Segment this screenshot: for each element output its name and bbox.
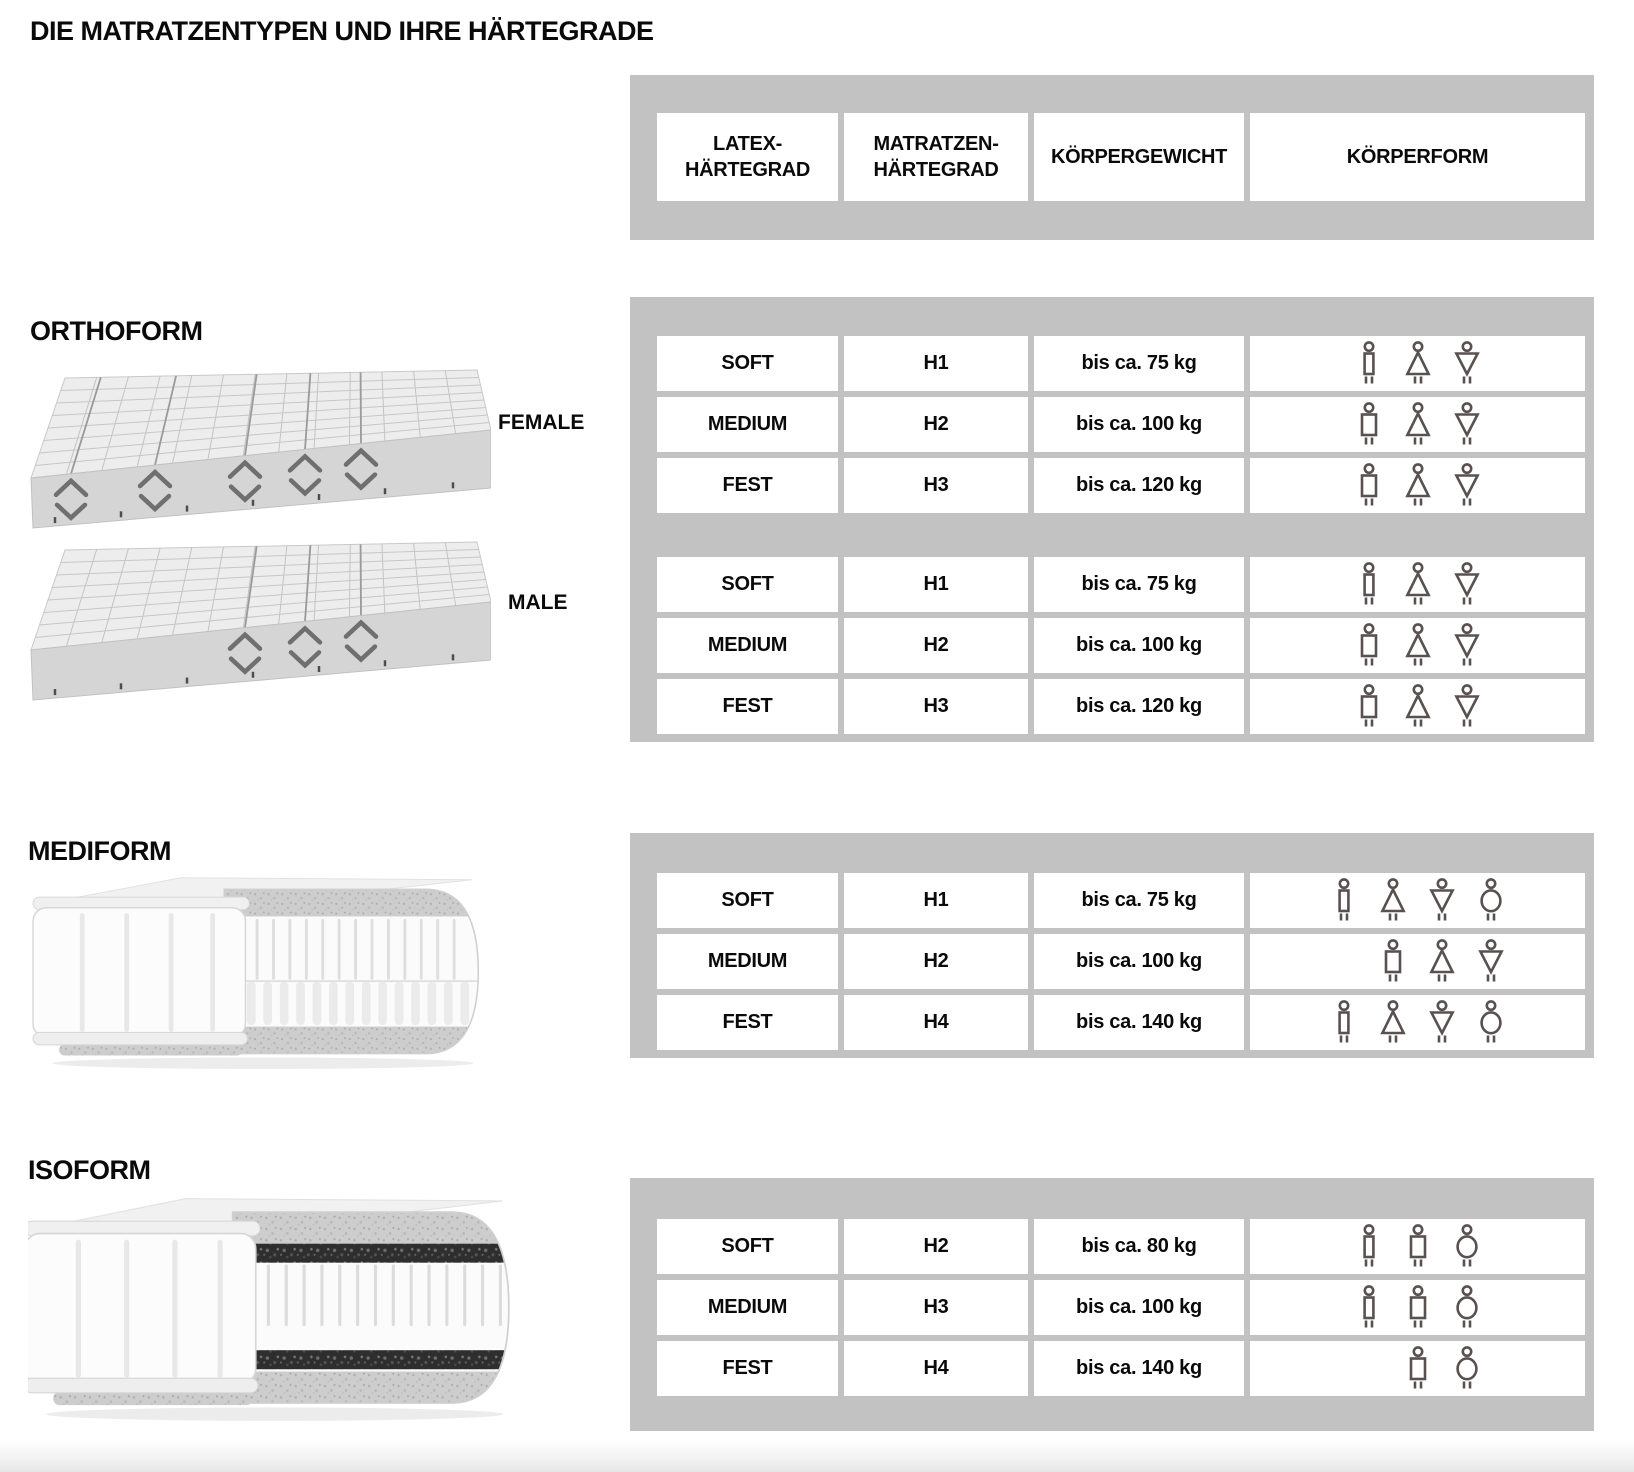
- column-header-line: HÄRTEGRAD: [873, 159, 999, 181]
- column-header-koerpergewicht: [1034, 113, 1244, 201]
- figure-oval-icon: [1477, 878, 1505, 923]
- figure-triangle-up-icon: [1404, 623, 1432, 668]
- figure-oval-icon: [1453, 1285, 1481, 1330]
- figure-oval-icon: [1453, 1346, 1481, 1391]
- koerpergewicht-cell: bis ca. 75 kg: [1034, 336, 1244, 391]
- matratzen-haertegrad-cell: H3: [844, 1280, 1028, 1335]
- figure-slim-rectangle-icon: [1355, 341, 1383, 386]
- koerperform-cell: [1250, 618, 1585, 673]
- table-header-band: [630, 75, 1594, 240]
- mediform-mattress-cross-section-image: [28, 872, 490, 1070]
- matratzen-haertegrad-cell: H4: [844, 1341, 1028, 1396]
- mediform-rows: [657, 873, 1585, 1050]
- figure-oval-icon: [1477, 1000, 1505, 1045]
- koerperform-cell: [1250, 336, 1585, 391]
- matratzen-haertegrad-cell: H1: [844, 336, 1028, 391]
- figure-triangle-up-icon: [1379, 1000, 1407, 1045]
- koerpergewicht-cell: bis ca. 140 kg: [1034, 1341, 1244, 1396]
- column-header-line: KÖRPERFORM: [1346, 146, 1489, 168]
- koerpergewicht-cell: bis ca. 100 kg: [1034, 934, 1244, 989]
- koerpergewicht-cell: bis ca. 100 kg: [1034, 397, 1244, 452]
- figure-triangle-up-icon: [1404, 463, 1432, 508]
- label-male: MALE: [508, 591, 568, 614]
- mediform-table-band: [630, 833, 1594, 1058]
- figure-rectangle-icon: [1355, 402, 1383, 447]
- figure-triangle-up-icon: [1379, 878, 1407, 923]
- figure-triangle-down-icon: [1477, 939, 1505, 984]
- koerperform-cell: [1250, 873, 1585, 928]
- orthoform-female-rows: [657, 336, 1585, 513]
- figure-triangle-up-icon: [1404, 562, 1432, 607]
- latex-haertegrad-cell: FEST: [657, 995, 838, 1050]
- latex-haertegrad-cell: FEST: [657, 458, 838, 513]
- figure-triangle-up-icon: [1404, 684, 1432, 729]
- matratzen-haertegrad-cell: H2: [844, 934, 1028, 989]
- koerpergewicht-cell: bis ca. 100 kg: [1034, 1280, 1244, 1335]
- figure-triangle-down-icon: [1453, 623, 1481, 668]
- figure-triangle-up-icon: [1404, 402, 1432, 447]
- isoform-table-band: [630, 1178, 1594, 1431]
- latex-haertegrad-cell: MEDIUM: [657, 397, 838, 452]
- table-header-grid: [657, 113, 1585, 201]
- koerpergewicht-cell: bis ca. 75 kg: [1034, 557, 1244, 612]
- figure-rectangle-icon: [1355, 684, 1383, 729]
- figure-slim-rectangle-icon: [1330, 878, 1358, 923]
- figure-triangle-up-icon: [1428, 939, 1456, 984]
- section-title-mediform: MEDIFORM: [28, 836, 171, 866]
- isoform-rows: [657, 1219, 1585, 1396]
- column-header-line: KÖRPERGEWICHT: [1050, 146, 1228, 168]
- figure-rectangle-icon: [1404, 1346, 1432, 1391]
- latex-haertegrad-cell: FEST: [657, 679, 838, 734]
- orthoform-table-band: [630, 297, 1594, 742]
- matratzen-haertegrad-cell: H1: [844, 873, 1028, 928]
- matratzen-haertegrad-cell: H2: [844, 397, 1028, 452]
- figure-rectangle-icon: [1404, 1285, 1432, 1330]
- latex-haertegrad-cell: SOFT: [657, 1219, 838, 1274]
- koerperform-cell: [1250, 1341, 1585, 1396]
- latex-haertegrad-cell: MEDIUM: [657, 934, 838, 989]
- figure-triangle-down-icon: [1453, 684, 1481, 729]
- orthoform-female-mattress-image: [25, 368, 491, 532]
- koerperform-cell: [1250, 557, 1585, 612]
- column-header-line: MATRATZEN-: [873, 133, 999, 155]
- column-header-line: HÄRTEGRAD: [684, 159, 811, 181]
- figure-triangle-down-icon: [1453, 562, 1481, 607]
- figure-slim-rectangle-icon: [1355, 562, 1383, 607]
- koerpergewicht-cell: bis ca. 120 kg: [1034, 458, 1244, 513]
- koerperform-cell: [1250, 679, 1585, 734]
- section-title-isoform: ISOFORM: [28, 1155, 151, 1185]
- koerpergewicht-cell: bis ca. 100 kg: [1034, 618, 1244, 673]
- figure-triangle-down-icon: [1428, 1000, 1456, 1045]
- latex-haertegrad-cell: MEDIUM: [657, 1280, 838, 1335]
- group-separator: [657, 513, 1585, 557]
- koerperform-cell: [1250, 1219, 1585, 1274]
- figure-triangle-down-icon: [1453, 341, 1481, 386]
- matratzen-haertegrad-cell: H1: [844, 557, 1028, 612]
- latex-haertegrad-cell: MEDIUM: [657, 618, 838, 673]
- figure-triangle-down-icon: [1453, 402, 1481, 447]
- figure-triangle-up-icon: [1404, 341, 1432, 386]
- matratzen-haertegrad-cell: H3: [844, 458, 1028, 513]
- section-title-orthoform: ORTHOFORM: [30, 316, 203, 346]
- matratzen-haertegrad-cell: H3: [844, 679, 1028, 734]
- koerperform-cell: [1250, 1280, 1585, 1335]
- matratzen-haertegrad-cell: H4: [844, 995, 1028, 1050]
- orthoform-male-mattress-image: [25, 540, 491, 704]
- figure-rectangle-icon: [1379, 939, 1407, 984]
- figure-spacer: [1355, 1346, 1383, 1391]
- latex-haertegrad-cell: SOFT: [657, 336, 838, 391]
- koerpergewicht-cell: bis ca. 80 kg: [1034, 1219, 1244, 1274]
- isoform-mattress-cross-section-image: [28, 1192, 513, 1422]
- koerperform-cell: [1250, 458, 1585, 513]
- figure-rectangle-icon: [1355, 463, 1383, 508]
- figure-oval-icon: [1453, 1224, 1481, 1269]
- label-female: FEMALE: [498, 411, 585, 434]
- figure-slim-rectangle-icon: [1330, 1000, 1358, 1045]
- column-header-koerperform: [1250, 113, 1585, 201]
- figure-slim-rectangle-icon: [1355, 1224, 1383, 1269]
- matratzen-haertegrad-cell: H2: [844, 618, 1028, 673]
- column-header-latex-haertegrad: [657, 113, 838, 201]
- koerpergewicht-cell: bis ca. 140 kg: [1034, 995, 1244, 1050]
- figure-spacer: [1330, 939, 1358, 984]
- latex-haertegrad-cell: SOFT: [657, 557, 838, 612]
- latex-haertegrad-cell: SOFT: [657, 873, 838, 928]
- column-header-line: LATEX-: [713, 133, 782, 155]
- page-bottom-shadow: [0, 1440, 1634, 1472]
- koerperform-cell: [1250, 995, 1585, 1050]
- koerpergewicht-cell: bis ca. 120 kg: [1034, 679, 1244, 734]
- column-header-matratzen-haertegrad: [844, 113, 1028, 201]
- figure-triangle-down-icon: [1453, 463, 1481, 508]
- figure-rectangle-icon: [1355, 623, 1383, 668]
- koerperform-cell: [1250, 934, 1585, 989]
- figure-rectangle-icon: [1404, 1224, 1432, 1269]
- koerperform-cell: [1250, 397, 1585, 452]
- orthoform-male-rows: [657, 557, 1585, 734]
- matratzen-haertegrad-cell: H2: [844, 1219, 1028, 1274]
- latex-haertegrad-cell: FEST: [657, 1341, 838, 1396]
- koerpergewicht-cell: bis ca. 75 kg: [1034, 873, 1244, 928]
- figure-slim-rectangle-icon: [1355, 1285, 1383, 1330]
- page-title: DIE MATRATZENTYPEN UND IHRE HÄRTEGRADE: [30, 16, 654, 46]
- figure-triangle-down-icon: [1428, 878, 1456, 923]
